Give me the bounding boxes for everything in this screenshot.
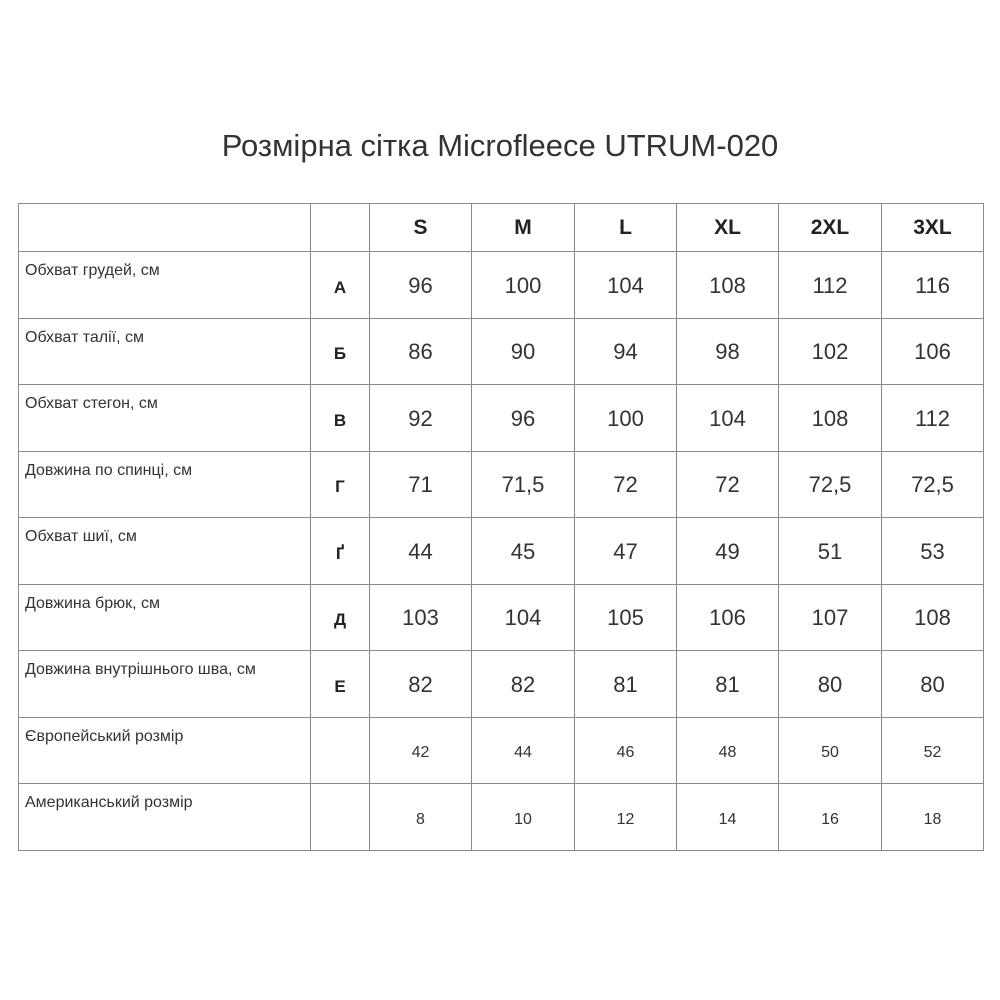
measurement-code: В (311, 385, 370, 452)
measurement-value: 108 (882, 584, 984, 651)
header-row (19, 204, 984, 252)
measurement-value: 105 (575, 584, 677, 651)
measurement-value: 46 (575, 717, 677, 784)
measurement-value: 71 (370, 451, 472, 518)
size-header-l: L (575, 204, 677, 252)
table-row (19, 784, 984, 851)
measurement-value: 18 (882, 784, 984, 851)
measurement-code: А (311, 252, 370, 319)
size-header-3xl: 3XL (882, 204, 984, 252)
size-header-2xl: 2XL (779, 204, 882, 252)
table-row (19, 385, 984, 452)
measurement-value: 44 (370, 518, 472, 585)
measurement-value: 80 (882, 651, 984, 718)
table-row (19, 717, 984, 784)
measurement-value: 100 (575, 385, 677, 452)
measurement-value: 112 (882, 385, 984, 452)
measurement-code: Д (311, 584, 370, 651)
measurement-value: 116 (882, 252, 984, 319)
measurement-value: 71,5 (472, 451, 575, 518)
measurement-label: Довжина брюк, см (19, 584, 311, 651)
measurement-label: Обхват шиї, см (19, 518, 311, 585)
measurement-label: Обхват талії, см (19, 318, 311, 385)
measurement-label: Американський розмір (19, 784, 311, 851)
measurement-value: 44 (472, 717, 575, 784)
measurement-code: Е (311, 651, 370, 718)
measurement-value: 10 (472, 784, 575, 851)
measurement-code: Г (311, 451, 370, 518)
header-empty-code-cell (311, 204, 370, 252)
measurement-value: 51 (779, 518, 882, 585)
measurement-value: 104 (677, 385, 779, 452)
measurement-value: 72 (575, 451, 677, 518)
page-title: Розмірна сітка Microfleece UTRUM-020 (221, 128, 779, 163)
measurement-value: 49 (677, 518, 779, 585)
measurement-value: 96 (370, 252, 472, 319)
table-row (19, 252, 984, 319)
measurement-value: 12 (575, 784, 677, 851)
measurement-value: 98 (677, 318, 779, 385)
measurement-value: 45 (472, 518, 575, 585)
measurement-value: 96 (472, 385, 575, 452)
measurement-value: 72 (677, 451, 779, 518)
measurement-value: 106 (677, 584, 779, 651)
measurement-value: 16 (779, 784, 882, 851)
table-row (19, 584, 984, 651)
measurement-value: 47 (575, 518, 677, 585)
measurement-label: Обхват грудей, см (19, 252, 311, 319)
measurement-value: 81 (575, 651, 677, 718)
measurement-value: 100 (472, 252, 575, 319)
measurement-value: 50 (779, 717, 882, 784)
measurement-value: 112 (779, 252, 882, 319)
table-row (19, 318, 984, 385)
measurement-value: 107 (779, 584, 882, 651)
measurement-value: 86 (370, 318, 472, 385)
measurement-value: 90 (472, 318, 575, 385)
table-row (19, 451, 984, 518)
measurement-value: 8 (370, 784, 472, 851)
measurement-value: 82 (472, 651, 575, 718)
measurement-value: 14 (677, 784, 779, 851)
measurement-value: 53 (882, 518, 984, 585)
header-empty-label-cell (19, 204, 311, 252)
measurement-code: Б (311, 318, 370, 385)
measurement-value: 42 (370, 717, 472, 784)
measurement-value: 102 (779, 318, 882, 385)
measurement-value: 94 (575, 318, 677, 385)
measurement-value: 72,5 (882, 451, 984, 518)
measurement-value: 108 (779, 385, 882, 452)
measurement-label: Європейський розмір (19, 717, 311, 784)
measurement-label: Довжина по спинці, см (19, 451, 311, 518)
measurement-code (311, 784, 370, 851)
measurement-code: Ґ (311, 518, 370, 585)
measurement-value: 81 (677, 651, 779, 718)
size-chart-table (18, 203, 984, 851)
measurement-value: 106 (882, 318, 984, 385)
measurement-value: 103 (370, 584, 472, 651)
measurement-value: 80 (779, 651, 882, 718)
measurement-value: 52 (882, 717, 984, 784)
size-header-m: M (472, 204, 575, 252)
measurement-value: 72,5 (779, 451, 882, 518)
measurement-value: 104 (575, 252, 677, 319)
measurement-label: Довжина внутрішнього шва, см (19, 651, 311, 718)
measurement-value: 92 (370, 385, 472, 452)
table-row (19, 518, 984, 585)
size-header-xl: XL (677, 204, 779, 252)
measurement-value: 82 (370, 651, 472, 718)
measurement-value: 48 (677, 717, 779, 784)
measurement-code (311, 717, 370, 784)
measurement-label: Обхват стегон, см (19, 385, 311, 452)
measurement-value: 104 (472, 584, 575, 651)
table-row (19, 651, 984, 718)
size-header-s: S (370, 204, 472, 252)
measurement-value: 108 (677, 252, 779, 319)
